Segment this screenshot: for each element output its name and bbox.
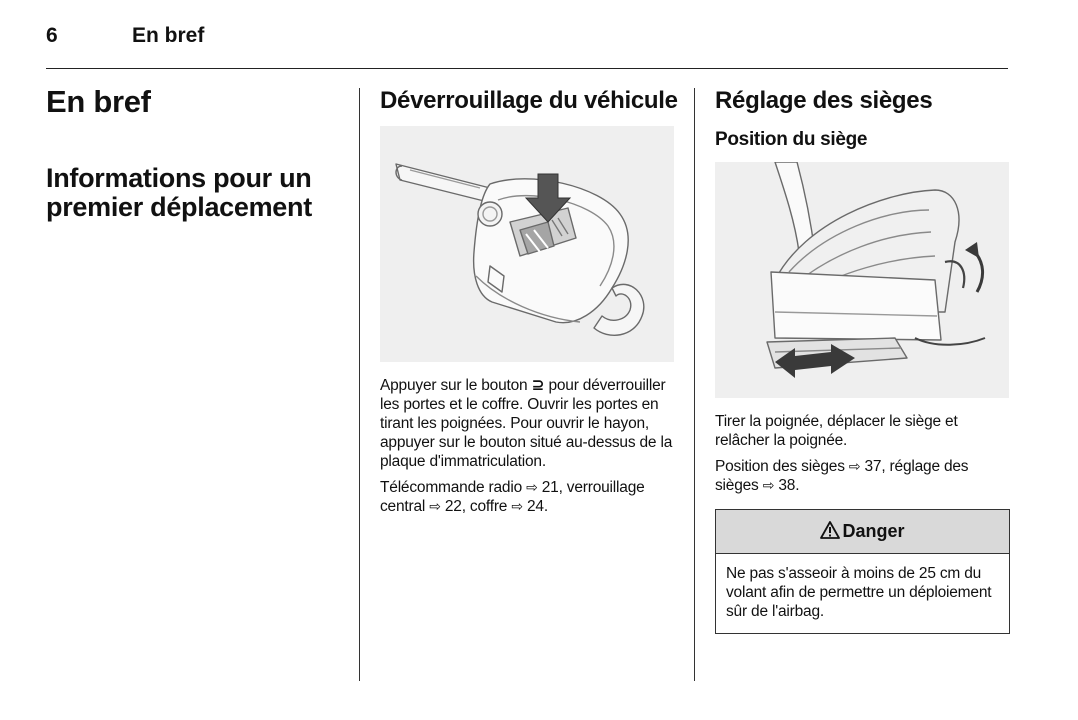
key-fob-drawing (380, 126, 674, 362)
page-ref-arrow-icon: ⇨ (762, 477, 775, 493)
seat-drawing (715, 162, 1009, 398)
unlock-section-title: Déverrouillage du véhicule (380, 87, 678, 114)
seat-section-title: Réglage des sièges (715, 87, 933, 114)
column-divider (694, 88, 695, 681)
seat-position-subtitle: Position du siège (715, 129, 868, 150)
reference-text: Télécommande radio (380, 479, 527, 496)
page-ref-seat-position[interactable]: 37 (864, 458, 882, 475)
page-ref-radio[interactable]: 21 (541, 479, 559, 496)
seat-references (715, 457, 1010, 495)
unlock-text-b: pour déverrouiller les portes et le coffre. Ouvrir les portes en tirant les poignées. Pour ouvrir le hayon, appuyer sur le bouton situé au-dessus de la plaque d'immatriculation. (380, 377, 673, 470)
warning-triangle-icon (820, 512, 840, 555)
seat-instructions: Tirer la poignée, déplacer le siège et relâcher la poignée. (715, 413, 958, 449)
column-seat (715, 86, 1010, 634)
page-ref-arrow-icon: ⇨ (429, 498, 441, 514)
danger-text: Ne pas s'asseoir à moins de 25 cm du volant afin de permettre un déploiement sûr de l'airbag. (726, 565, 992, 620)
reference-text: , réglage des sièges (715, 458, 969, 494)
running-title: En bref (132, 24, 205, 47)
page-ref-arrow-icon: ⇨ (848, 458, 861, 474)
chapter-title: En bref (46, 84, 151, 119)
unlock-instructions (380, 376, 676, 471)
unlock-references (380, 478, 676, 516)
page-ref-seat-adjust[interactable]: 38 (778, 477, 796, 494)
section-title: Informations pour un premier déplacement (46, 163, 312, 222)
page-number: 6 (46, 24, 58, 47)
column-divider (359, 88, 360, 681)
danger-title: Danger (842, 521, 905, 541)
page-ref-arrow-icon: ⇨ (511, 498, 523, 514)
page-ref-trunk[interactable]: 24 (526, 498, 544, 515)
page-ref-arrow-icon: ⇨ (526, 479, 538, 495)
column-unlock (380, 86, 676, 516)
unlock-button-icon: ⊇ (531, 377, 545, 394)
reference-text: . (543, 498, 548, 515)
danger-box (715, 509, 1010, 634)
page-ref-central-lock[interactable]: 22 (444, 498, 462, 515)
seat-illustration (715, 162, 1009, 398)
reference-text: Position des sièges (715, 458, 849, 475)
key-fob-illustration (380, 126, 674, 362)
reference-text: , verrouillage central (380, 479, 645, 515)
reference-text: , coffre (461, 498, 512, 515)
reference-text: . (795, 477, 800, 494)
column-intro (46, 84, 346, 222)
unlock-text-a: Appuyer sur le bouton (380, 377, 532, 394)
danger-header (716, 510, 1009, 554)
page-header (46, 24, 1008, 69)
